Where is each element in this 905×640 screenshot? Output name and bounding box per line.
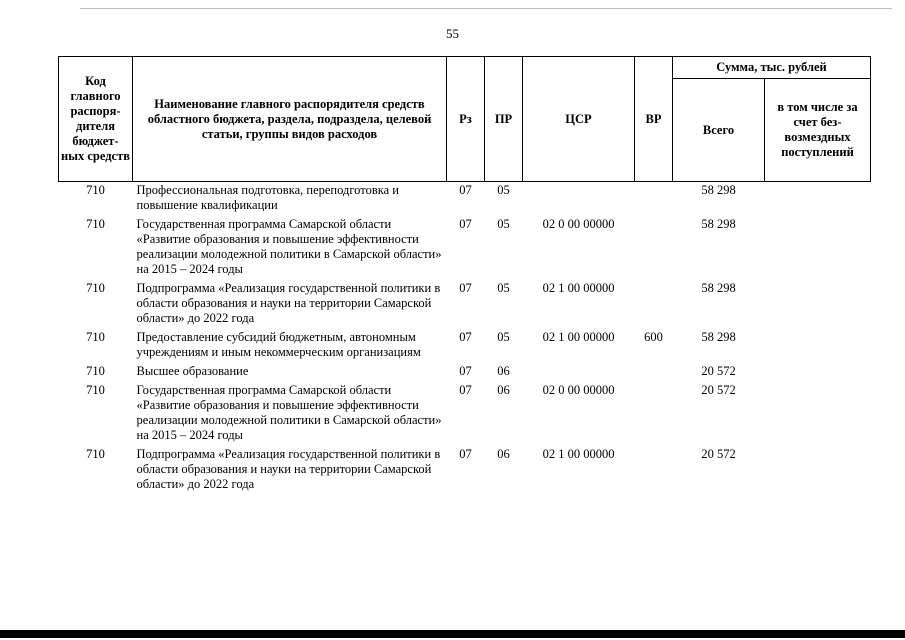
cell-csr (523, 182, 635, 217)
cell-name: Предоставление субсидий бюджетным, автономным учреждениям и иным некоммерческим организациям (136, 330, 421, 359)
cell-grants (765, 363, 871, 382)
cell-name: Подпрограмма «Реализация государственной политики в области образования и науки на территории Самарской области» до 2022 года (136, 447, 441, 491)
header-total: Всего (673, 79, 765, 182)
cell-rz: 07 (459, 183, 472, 197)
cell-vr (635, 446, 673, 495)
cell-total: 58 298 (701, 217, 736, 231)
cell-csr: 02 1 00 00000 (542, 330, 615, 344)
cell-rz: 07 (459, 330, 472, 344)
cell-csr: 02 0 00 00000 (542, 383, 615, 397)
cell-code: 710 (86, 217, 105, 231)
cell-pr: 05 (497, 281, 510, 295)
table-row (59, 446, 871, 495)
table-row (59, 216, 871, 280)
cell-code: 710 (86, 364, 105, 378)
cell-grants (765, 216, 871, 280)
table-row (59, 382, 871, 446)
cell-vr (635, 363, 673, 382)
table-row (59, 363, 871, 382)
cell-name: Подпрограмма «Реализация государственной политики в области образования и науки на территории Самарской области» до 2022 года (136, 281, 441, 325)
header-rz: Рз (447, 57, 485, 182)
cell-pr: 05 (497, 217, 510, 231)
cell-grants (765, 280, 871, 329)
page-number: 55 (446, 26, 459, 41)
cell-vr (635, 382, 673, 446)
budget-table (58, 56, 871, 495)
cell-total: 58 298 (701, 330, 736, 344)
header-vr: ВР (635, 57, 673, 182)
header-csr: ЦСР (523, 57, 635, 182)
cell-rz: 07 (459, 364, 472, 378)
cell-rz: 07 (459, 217, 472, 231)
cell-pr: 05 (497, 330, 510, 344)
cell-pr: 06 (497, 364, 510, 378)
cell-vr (635, 182, 673, 217)
cell-total: 20 572 (701, 447, 736, 461)
cell-pr: 06 (497, 447, 510, 461)
cell-code: 710 (86, 281, 105, 295)
header-name: Наименование главного распорядителя средств областного бюджета, раздела, подраздела, целевой статьи, группы видов расходов (133, 57, 447, 182)
table-header (59, 57, 871, 182)
cell-name: Высшее образование (136, 364, 249, 378)
header-grants: в том числе за счет без-возмездных поступлений (765, 79, 871, 182)
cell-total: 20 572 (701, 364, 736, 378)
header-sum-group: Сумма, тыс. рублей (673, 57, 871, 79)
cell-csr: 02 1 00 00000 (542, 447, 615, 461)
cell-total: 58 298 (701, 183, 736, 197)
cell-code: 710 (86, 183, 105, 197)
cell-code: 710 (86, 330, 105, 344)
cell-grants (765, 446, 871, 495)
cell-rz: 07 (459, 383, 472, 397)
cell-grants (765, 329, 871, 363)
cell-vr (635, 216, 673, 280)
cell-vr (635, 280, 673, 329)
cell-total: 58 298 (701, 281, 736, 295)
table-row (59, 280, 871, 329)
cell-pr: 05 (497, 183, 510, 197)
header-code: Код главного распоря-дителя бюджет-ных средств (59, 57, 133, 182)
table-row (59, 329, 871, 363)
cell-grants (765, 382, 871, 446)
table-row (59, 182, 871, 217)
cell-total: 20 572 (701, 383, 736, 397)
header-pr: ПР (485, 57, 523, 182)
top-rule (80, 8, 892, 9)
cell-grants (765, 182, 871, 217)
cell-name: Профессиональная подготовка, переподготовка и повышение квалификации (136, 183, 399, 212)
cell-csr: 02 0 00 00000 (542, 217, 615, 231)
cell-csr: 02 1 00 00000 (542, 281, 615, 295)
bottom-rule (0, 630, 905, 638)
cell-code: 710 (86, 383, 105, 397)
cell-name: Государственная программа Самарской области «Развитие образования и повышение эффективности реализации молодежной политики в Самарской области» на 2015 – 2024 годы (136, 217, 442, 276)
cell-code: 710 (86, 447, 105, 461)
cell-csr (523, 363, 635, 382)
cell-rz: 07 (459, 447, 472, 461)
budget-table-wrapper (58, 56, 870, 495)
cell-name: Государственная программа Самарской области «Развитие образования и повышение эффективности реализации молодежной политики в Самарской области» на 2015 – 2024 годы (136, 383, 442, 442)
cell-pr: 06 (497, 383, 510, 397)
table-body (59, 182, 871, 496)
cell-vr: 600 (644, 330, 663, 344)
cell-rz: 07 (459, 281, 472, 295)
